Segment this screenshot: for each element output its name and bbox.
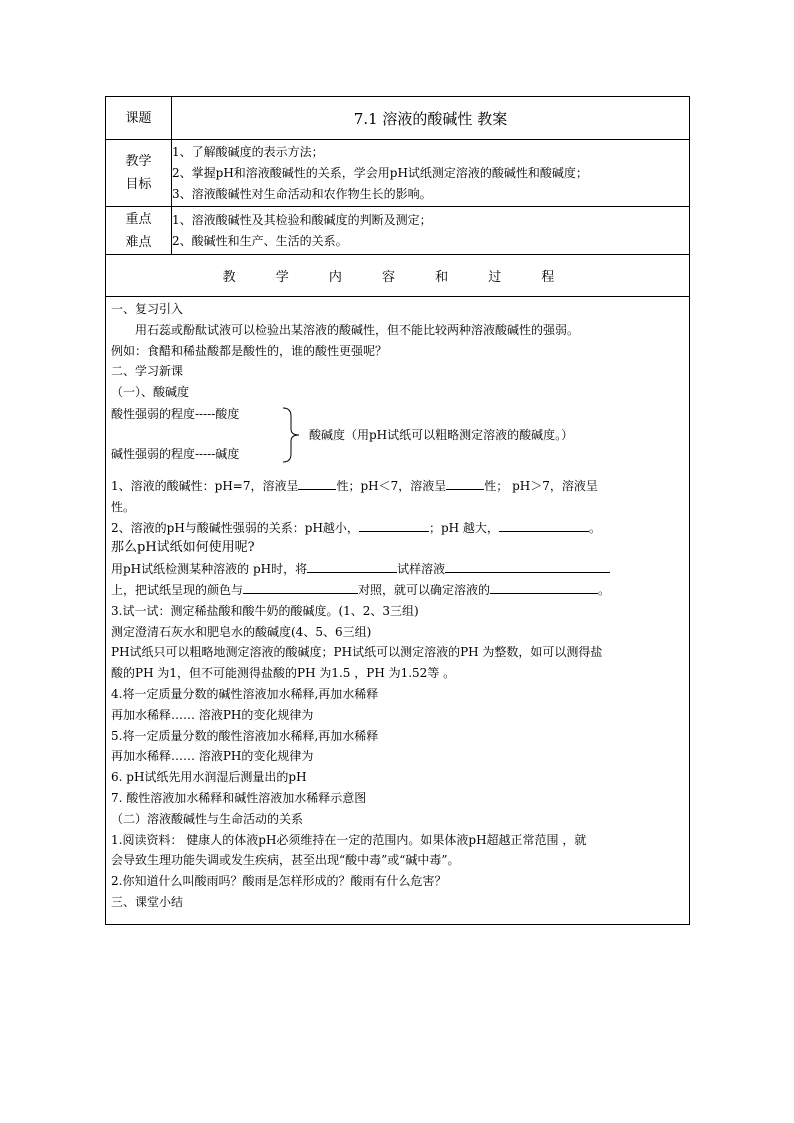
base-degree-line: 碱性强弱的程度-----碱度 xyxy=(111,446,240,461)
lesson-title: 7.1 溶液的酸碱性 教案 xyxy=(172,97,690,140)
acid-rain-question: 2.你知道什么叫酸雨吗？酸雨是怎样形成的？酸雨有什么危害？ xyxy=(111,874,447,889)
goals-label: 教学 目标 xyxy=(106,140,172,207)
goal-item: 3、溶液酸碱性对生命活动和农作物生长的影响。 xyxy=(172,186,432,201)
goal-item: 1、了解酸碱度的表示方法； xyxy=(172,144,324,159)
question-3: 3.试一试：测定稀盐酸和酸牛奶的酸碱度。(1、2、3三组) xyxy=(111,603,419,618)
acid-degree-line: 酸性强弱的程度-----酸度 xyxy=(111,406,240,421)
subsection-1-title: （一）、酸碱度 xyxy=(111,385,190,400)
question-4: 4.将一定质量分数的碱性溶液加水稀释,再加水稀释 xyxy=(111,686,379,701)
answer-blank xyxy=(490,580,598,594)
intro-title: 一、复习引入 xyxy=(111,302,184,316)
goal-item: 2、掌握pH和溶液酸碱性的关系，学会用pH试纸测定溶液的酸碱性和酸碱度； xyxy=(172,165,588,180)
topic-label: 课题 xyxy=(106,97,172,140)
question-1: 1、溶液的酸碱性：pH=7，溶液呈 性；pH＜7，溶液呈 性； pH＞7，溶液呈 xyxy=(111,476,685,497)
right-brace-icon xyxy=(281,406,303,464)
subsection-2-title: （二）溶液酸碱性与生命活动的关系 xyxy=(111,811,304,826)
answer-blank xyxy=(243,580,358,594)
lesson-plan-table xyxy=(105,96,690,925)
topic-row xyxy=(106,97,690,140)
answer-blank xyxy=(445,559,610,573)
ph-usage-line-2: 上，把试纸呈现的颜色与 对照，就可以确定溶液的 。 xyxy=(111,580,685,601)
ph-usage-line-1: 用pH试纸检测某种溶液的 pH时，将 试样溶液 xyxy=(111,559,685,580)
reading-1: 1.阅读资料： 健康人的体液pH必须维持在一定的范围内。如果体液pH超越正常范围 ，就 xyxy=(111,832,587,847)
focus-item: 2、酸碱性和生产、生活的关系。 xyxy=(172,233,348,248)
question-5: 5.将一定质量分数的酸性溶液加水稀释,再加水稀释 xyxy=(111,728,379,743)
section-heading: 教 学 内 容 和 过 程 xyxy=(106,255,690,297)
answer-blank xyxy=(446,476,484,490)
focus-item: 1、溶液酸碱性及其检验和酸碱度的判断及测定； xyxy=(172,212,432,227)
summary-title: 三、课堂小结 xyxy=(111,894,184,909)
goals-list xyxy=(172,140,690,207)
lesson-content xyxy=(106,297,690,925)
focus-label: 重点 难点 xyxy=(106,207,172,255)
question-7: 7. 酸性溶液加水稀释和碱性溶液加水稀释示意图 xyxy=(111,790,367,805)
focus-list xyxy=(172,207,690,255)
ph-note-2: 酸的PH 为1，但不可能测得盐酸的PH 为1.5 ，PH 为1.52等 。 xyxy=(111,666,456,681)
question-1-end: 性。 xyxy=(111,499,136,514)
question-5b: 再加水稀释…… 溶液PH的变化规律为 xyxy=(111,749,314,764)
question-6: 6. pH试纸先用水润湿后测量出的pH xyxy=(111,770,307,785)
question-2: 2、溶液的pH与酸碱性强弱的关系：pH越小， ；pH 越大， 。 xyxy=(111,518,685,539)
question-3b: 测定澄清石灰水和肥皂水的酸碱度(4、5、6三组) xyxy=(111,624,372,639)
answer-blank xyxy=(298,476,336,490)
focus-row xyxy=(106,207,690,255)
ph-paper-question: 那么pH试纸如何使用呢? xyxy=(111,540,255,556)
answer-blank xyxy=(499,518,589,532)
intro-example: 例如：食醋和稀盐酸都是酸性的，谁的酸性更强呢？ xyxy=(111,343,388,358)
acidity-brace-block xyxy=(111,403,685,466)
answer-blank xyxy=(307,559,397,573)
section-heading-row xyxy=(106,255,690,297)
ph-note-1: PH试纸只可以粗略地测定溶液的酸碱度；PH试纸可以测定溶液的PH 为整数，如可以测得盐 xyxy=(111,645,603,660)
new-lesson-title: 二、学习新课 xyxy=(111,364,184,379)
acidity-definition: 酸碱度（用pH试纸可以粗略测定溶液的酸碱度。） xyxy=(309,427,574,442)
answer-blank xyxy=(359,518,429,532)
intro-text: 用石蕊或酚酞试液可以检验出某溶液的酸碱性，但不能比较两种溶液酸碱性的强弱。 xyxy=(135,322,580,337)
question-4b: 再加水稀释…… 溶液PH的变化规律为 xyxy=(111,707,314,722)
reading-2: 会导致生理功能失调或发生疾病，甚至出现“酸中毒”或“碱中毒”。 xyxy=(111,853,460,868)
content-row xyxy=(106,297,690,925)
goals-row xyxy=(106,140,690,207)
